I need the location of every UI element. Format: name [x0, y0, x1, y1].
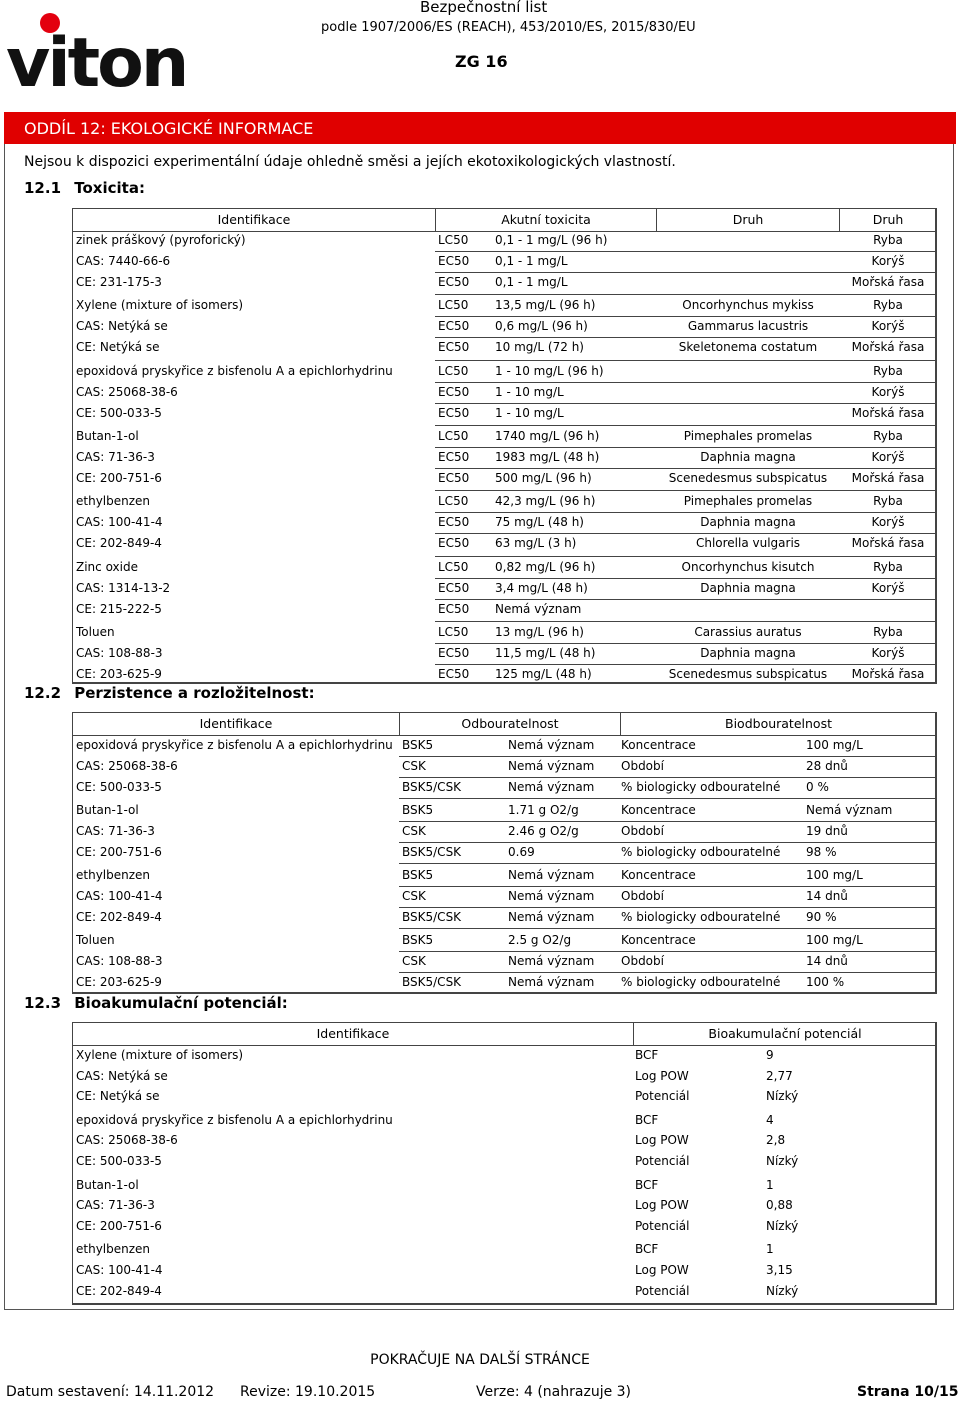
per-bio-parameter: Koncentrace: [621, 803, 696, 817]
continues-note: POKRAČUJE NA DALŠÍ STRÁNCE: [370, 1352, 590, 1368]
product-name: ZG 16: [455, 52, 508, 71]
tox-ident-line: CE: 500-033-5: [76, 405, 162, 420]
tox-ident-line: CAS: 7440-66-6: [76, 254, 171, 268]
per-ident-line: CAS: 25068-38-6: [76, 759, 178, 773]
tox-header-acute: Akutní toxicita: [501, 212, 591, 227]
tox-organism-type: Mořská řasa: [851, 405, 925, 420]
per-row-line: [399, 907, 936, 908]
per-test-value: 2.5 g O2/g: [508, 933, 572, 947]
tox-ident-line: CAS: Netýká se: [76, 319, 168, 334]
tox-value: 3,4 mg/L (48 h): [495, 580, 588, 595]
per-test-value: Nemá význam: [508, 759, 595, 773]
tox-species: Pimephales promelas: [683, 428, 813, 443]
tox-value: 0,1 - 1 mg/L (96 h): [495, 233, 608, 247]
tox-species: Scenedesmus subspicatus: [668, 470, 828, 485]
per-ident-line: CE: 500-033-5: [76, 780, 162, 794]
per-ident-line: CE: 200-751-6: [76, 845, 162, 859]
tox-ident-line: CAS: 71-36-3: [76, 449, 155, 464]
tox-organism-type: Korýš: [871, 449, 905, 464]
tox-value: 42,3 mg/L (96 h): [495, 494, 596, 509]
tox-organism-type: Ryba: [873, 233, 903, 247]
tox-row-line: [435, 382, 936, 383]
bio-parameter: Log POW: [635, 1068, 689, 1083]
bio-value: Nízký: [766, 1283, 799, 1298]
tox-parameter: EC50: [438, 666, 470, 681]
per-bio-parameter: % biologicky odbouratelné: [621, 780, 781, 794]
tox-value: 500 mg/L (96 h): [495, 470, 592, 485]
per-test-value: 2.46 g O2/g: [508, 824, 579, 838]
per-header-degradability: Odbouratelnost: [461, 716, 559, 731]
per-bio-parameter: Období: [621, 889, 664, 903]
per-row-line: [399, 928, 936, 929]
bioaccumulation-table: [72, 1022, 937, 1305]
tox-row-line: [435, 664, 936, 665]
toxicity-heading: [24, 179, 145, 197]
tox-ident-line: epoxidová pryskyřice z bisfenolu A a epichlorhydrinu: [76, 363, 393, 378]
tox-species: Scenedesmus subspicatus: [668, 666, 828, 681]
tox-group-line: [435, 360, 936, 361]
per-bio-parameter: Období: [621, 954, 664, 968]
tox-species: Daphnia magna: [700, 645, 796, 660]
tox-organism-type: Mořská řasa: [851, 470, 925, 485]
tox-organism-type: Ryba: [873, 298, 903, 313]
tox-header-ident: Identifikace: [217, 212, 291, 227]
tox-parameter: EC50: [438, 384, 470, 399]
per-bio-parameter: Koncentrace: [621, 738, 696, 752]
tox-row-line: [435, 512, 936, 513]
bio-value: 3,15: [766, 1263, 793, 1277]
footer-revision: Revize: 19.10.2015: [240, 1384, 376, 1400]
tox-ident-line: CE: Netýká se: [76, 340, 160, 355]
tox-parameter: LC50: [438, 298, 469, 313]
regulation-text: podle 1907/2006/ES (REACH), 453/2010/ES, 2015/830/EU: [321, 20, 696, 35]
tox-organism-type: Korýš: [871, 319, 905, 334]
per-row-line: [399, 842, 936, 843]
bio-parameter: Potenciál: [635, 1218, 690, 1233]
per-bio-parameter: Koncentrace: [621, 868, 696, 882]
toxicity-number: 12.1: [24, 179, 62, 197]
tox-species: Chlorella vulgaris: [695, 536, 801, 551]
per-test: BSK5: [402, 803, 434, 817]
tox-ident-line: CAS: 100-41-4: [76, 515, 163, 530]
document-title: Bezpečnostní list: [420, 0, 548, 16]
toxicity-title: Toxicita:: [74, 179, 145, 197]
per-test-value: Nemá význam: [508, 889, 595, 903]
tox-row-line: [435, 316, 936, 317]
tox-row-line: [435, 599, 936, 600]
per-bio-value: 19 dnů: [806, 824, 848, 838]
tox-value: 63 mg/L (3 h): [495, 536, 577, 551]
tox-ident-line: CE: 200-751-6: [76, 470, 162, 485]
tox-value: 0,6 mg/L (96 h): [495, 319, 588, 334]
bio-ident-line: Xylene (mixture of isomers): [76, 1048, 244, 1062]
per-test: BSK5: [402, 738, 434, 752]
per-bio-value: 90 %: [806, 910, 837, 924]
tox-group-line: [435, 490, 936, 491]
persistence-table-header: [73, 713, 935, 736]
per-bio-value: 100 mg/L: [806, 738, 863, 752]
per-test: CSK: [402, 954, 426, 968]
per-bio-value: 28 dnů: [806, 759, 848, 773]
per-row-line: [399, 972, 936, 973]
tox-ident-line: Toluen: [76, 624, 115, 639]
tox-ident-line: CE: 231-175-3: [76, 275, 162, 289]
tox-row-line: [435, 578, 936, 579]
per-ident-line: CAS: 71-36-3: [76, 824, 155, 838]
tox-parameter: LC50: [438, 494, 469, 509]
bioaccumulation-heading: [24, 994, 288, 1012]
tox-organism-type: Mořská řasa: [851, 666, 925, 681]
per-bio-value: 100 %: [806, 975, 845, 989]
tox-value: 11,5 mg/L (48 h): [495, 645, 596, 660]
tox-parameter: LC50: [438, 624, 469, 639]
per-test: BSK5/CSK: [402, 975, 462, 989]
per-ident-line: CE: 202-849-4: [76, 910, 162, 924]
per-ident-line: ethylbenzen: [76, 868, 151, 882]
per-test-value: Nemá význam: [508, 868, 595, 882]
bio-ident-line: CAS: 25068-38-6: [76, 1133, 178, 1148]
bio-parameter: Log POW: [635, 1263, 689, 1277]
per-ident-line: CAS: 100-41-4: [76, 889, 163, 903]
per-bio-value: 14 dnů: [806, 954, 848, 968]
per-test: BSK5: [402, 933, 434, 947]
tox-parameter: EC50: [438, 254, 470, 268]
per-test: BSK5/CSK: [402, 780, 462, 794]
per-ident-line: Toluen: [76, 933, 115, 947]
tox-group-line: [435, 425, 936, 426]
per-test: BSK5/CSK: [402, 845, 462, 859]
per-ident-line: epoxidová pryskyřice z bisfenolu A a epichlorhydrinu: [76, 738, 393, 752]
per-row-line: [399, 863, 936, 864]
bio-ident-line: ethylbenzen: [76, 1242, 151, 1257]
bio-value: 9: [766, 1048, 774, 1062]
bio-parameter: Potenciál: [635, 1089, 690, 1104]
tox-value: 0,1 - 1 mg/L: [495, 254, 568, 268]
bio-ident-line: CE: 200-751-6: [76, 1218, 162, 1233]
tox-ident-line: CE: 203-625-9: [76, 666, 162, 681]
tox-group-line: [435, 294, 936, 295]
tox-value: 1740 mg/L (96 h): [495, 428, 600, 443]
tox-parameter: LC50: [438, 363, 469, 378]
bioaccumulation-table-header: [73, 1023, 935, 1046]
tox-ident-line: CE: 215-222-5: [76, 601, 162, 616]
tox-value: 1 - 10 mg/L (96 h): [495, 363, 604, 378]
tox-parameter: EC50: [438, 275, 470, 289]
bio-parameter: Log POW: [635, 1133, 689, 1148]
per-row-line: [399, 756, 936, 757]
footer-page: Strana 10/15: [857, 1384, 959, 1400]
tox-organism-type: Mořská řasa: [851, 536, 925, 551]
bio-ident-line: CE: 202-849-4: [76, 1283, 162, 1298]
per-test: CSK: [402, 759, 426, 773]
tox-value: Nemá význam: [495, 601, 582, 616]
tox-row-line: [435, 337, 936, 338]
tox-organism-type: Korýš: [871, 384, 905, 399]
per-bio-parameter: % biologicky odbouratelné: [621, 975, 781, 989]
per-bio-value: 98 %: [806, 845, 837, 859]
per-row-line: [399, 777, 936, 778]
bio-ident-line: CE: 500-033-5: [76, 1154, 162, 1168]
tox-ident-line: Butan-1-ol: [76, 428, 139, 443]
footer-date: Datum sestavení: 14.11.2012: [6, 1384, 215, 1400]
tox-species: Gammarus lacustris: [687, 319, 809, 334]
persistence-table: [72, 712, 937, 994]
tox-parameter: EC50: [438, 645, 470, 660]
svg-text:viton: viton: [6, 24, 186, 92]
per-ident-line: CE: 203-625-9: [76, 975, 162, 989]
tox-row-line: [435, 251, 936, 252]
persistence-heading: [24, 684, 315, 702]
tox-row-line: [435, 272, 936, 273]
bio-parameter: BCF: [635, 1242, 659, 1257]
tox-value: 75 mg/L (48 h): [495, 515, 584, 530]
tox-parameter: EC50: [438, 340, 470, 355]
tox-header-type: Druh: [872, 212, 904, 227]
tox-group-line: [435, 556, 936, 557]
tox-ident-line: ethylbenzen: [76, 494, 151, 509]
bio-parameter: BCF: [635, 1048, 659, 1062]
tox-organism-type: Mořská řasa: [851, 275, 925, 289]
tox-species: Oncorhynchus kisutch: [681, 559, 815, 574]
tox-parameter: EC50: [438, 580, 470, 595]
per-test-value: 1.71 g O2/g: [508, 803, 579, 817]
persistence-number: 12.2: [24, 684, 62, 702]
tox-organism-type: Ryba: [873, 428, 903, 443]
tox-ident-line: CAS: 1314-13-2: [76, 580, 171, 595]
tox-organism-type: Korýš: [871, 515, 905, 530]
toxicity-table: [72, 208, 937, 684]
bio-value: 1: [766, 1242, 774, 1257]
tox-value: 1983 mg/L (48 h): [495, 449, 600, 464]
per-bio-parameter: % biologicky odbouratelné: [621, 910, 781, 924]
per-bio-parameter: % biologicky odbouratelné: [621, 845, 781, 859]
section-title-bar: [4, 112, 956, 144]
viton-logo: [6, 6, 186, 92]
tox-species: Daphnia magna: [700, 449, 796, 464]
tox-parameter: EC50: [438, 601, 470, 616]
per-test-value: 0.69: [508, 845, 535, 859]
per-test-value: Nemá význam: [508, 910, 595, 924]
tox-group-line: [435, 621, 936, 622]
tox-parameter: EC50: [438, 470, 470, 485]
bio-parameter: BCF: [635, 1177, 659, 1192]
tox-row-line: [435, 403, 936, 404]
section-note: Nejsou k dispozici experimentální údaje ohledně směsi a jejích ekotoxikologických vlastností.: [24, 154, 676, 170]
tox-value: 1 - 10 mg/L: [495, 405, 564, 420]
tox-ident-line: Zinc oxide: [76, 559, 138, 574]
tox-value: 13,5 mg/L (96 h): [495, 298, 596, 313]
bio-header-ident: Identifikace: [316, 1026, 390, 1041]
per-bio-parameter: Období: [621, 759, 664, 773]
bio-header-potential: Bioakumulační potenciál: [708, 1026, 862, 1041]
per-test: CSK: [402, 889, 426, 903]
persistence-title: Perzistence a rozložitelnost:: [74, 684, 315, 702]
tox-parameter: EC50: [438, 515, 470, 530]
tox-header-species: Druh: [732, 212, 764, 227]
per-bio-parameter: Období: [621, 824, 664, 838]
tox-value: 10 mg/L (72 h): [495, 340, 584, 355]
tox-organism-type: Korýš: [871, 645, 905, 660]
per-header-biodegradability: Biodbouratelnost: [725, 716, 832, 731]
tox-ident-line: CAS: 25068-38-6: [76, 384, 178, 399]
bio-value: Nízký: [766, 1154, 799, 1168]
tox-organism-type: Ryba: [873, 559, 903, 574]
per-test-value: Nemá význam: [508, 738, 595, 752]
per-bio-value: 14 dnů: [806, 889, 848, 903]
bioaccumulation-number: 12.3: [24, 994, 62, 1012]
tox-organism-type: Ryba: [873, 494, 903, 509]
bio-ident-line: epoxidová pryskyřice z bisfenolu A a epichlorhydrinu: [76, 1112, 393, 1127]
per-bio-value: Nemá význam: [806, 803, 893, 817]
tox-species: Pimephales promelas: [683, 494, 813, 509]
per-test-value: Nemá význam: [508, 780, 595, 794]
per-bio-value: 100 mg/L: [806, 868, 863, 882]
tox-ident-line: CAS: 108-88-3: [76, 645, 163, 660]
bio-value: 4: [766, 1112, 774, 1127]
tox-organism-type: Ryba: [873, 363, 903, 378]
bio-parameter: Potenciál: [635, 1283, 690, 1298]
per-row-line: [399, 886, 936, 887]
tox-parameter: LC50: [438, 233, 469, 247]
tox-parameter: LC50: [438, 559, 469, 574]
tox-value: 1 - 10 mg/L: [495, 384, 564, 399]
tox-row-line: [435, 447, 936, 448]
per-ident-line: Butan-1-ol: [76, 803, 139, 817]
bio-ident-line: CAS: 71-36-3: [76, 1198, 155, 1213]
tox-value: 13 mg/L (96 h): [495, 624, 584, 639]
tox-organism-type: Mořská řasa: [851, 340, 925, 355]
per-row-line: [399, 798, 936, 799]
bio-ident-line: CAS: Netýká se: [76, 1068, 168, 1083]
tox-ident-line: Xylene (mixture of isomers): [76, 298, 244, 313]
bio-ident-line: Butan-1-ol: [76, 1177, 139, 1192]
per-test-value: Nemá význam: [508, 954, 595, 968]
tox-organism-type: Korýš: [871, 580, 905, 595]
tox-organism-type: Korýš: [871, 254, 905, 268]
bio-value: 0,88: [766, 1198, 793, 1213]
per-test: BSK5: [402, 868, 434, 882]
per-test: CSK: [402, 824, 426, 838]
tox-species: Oncorhynchus mykiss: [682, 298, 814, 313]
tox-species: Daphnia magna: [700, 515, 796, 530]
tox-value: 0,1 - 1 mg/L: [495, 275, 568, 289]
bio-parameter: BCF: [635, 1112, 659, 1127]
bioaccumulation-title: Bioakumulační potenciál:: [74, 994, 288, 1012]
bio-ident-line: CE: Netýká se: [76, 1089, 160, 1104]
per-bio-parameter: Koncentrace: [621, 933, 696, 947]
per-row-line: [399, 821, 936, 822]
tox-species: Daphnia magna: [700, 580, 796, 595]
tox-parameter: EC50: [438, 405, 470, 420]
tox-value: 125 mg/L (48 h): [495, 666, 592, 681]
tox-row-line: [435, 468, 936, 469]
section-title: ODDÍL 12: EKOLOGICKÉ INFORMACE: [24, 119, 314, 138]
toxicity-table-header: [73, 209, 935, 232]
bio-value: Nízký: [766, 1089, 799, 1104]
per-bio-value: 0 %: [806, 780, 829, 794]
bio-parameter: Potenciál: [635, 1154, 690, 1168]
tox-row-line: [435, 533, 936, 534]
tox-organism-type: Ryba: [873, 624, 903, 639]
bio-value: 1: [766, 1177, 774, 1192]
tox-row-line: [435, 643, 936, 644]
tox-value: 0,82 mg/L (96 h): [495, 559, 596, 574]
per-test-value: Nemá význam: [508, 975, 595, 989]
tox-ident-line: zinek práškový (pyroforický): [76, 233, 246, 247]
tox-ident-line: CE: 202-849-4: [76, 536, 162, 551]
bio-parameter: Log POW: [635, 1198, 689, 1213]
footer-version: Verze: 4 (nahrazuje 3): [476, 1384, 632, 1400]
tox-parameter: EC50: [438, 449, 470, 464]
tox-parameter: EC50: [438, 319, 470, 334]
per-ident-line: CAS: 108-88-3: [76, 954, 163, 968]
bio-value: 2,8: [766, 1133, 786, 1148]
bio-value: 2,77: [766, 1068, 793, 1083]
tox-parameter: EC50: [438, 536, 470, 551]
tox-species: Carassius auratus: [694, 624, 802, 639]
per-header-ident: Identifikace: [199, 716, 273, 731]
bio-ident-line: CAS: 100-41-4: [76, 1263, 163, 1277]
per-row-line: [399, 951, 936, 952]
tox-parameter: LC50: [438, 428, 469, 443]
per-bio-value: 100 mg/L: [806, 933, 863, 947]
per-row-line: [399, 993, 936, 994]
per-test: BSK5/CSK: [402, 910, 462, 924]
bio-value: Nízký: [766, 1218, 799, 1233]
tox-species: Skeletonema costatum: [678, 340, 818, 355]
